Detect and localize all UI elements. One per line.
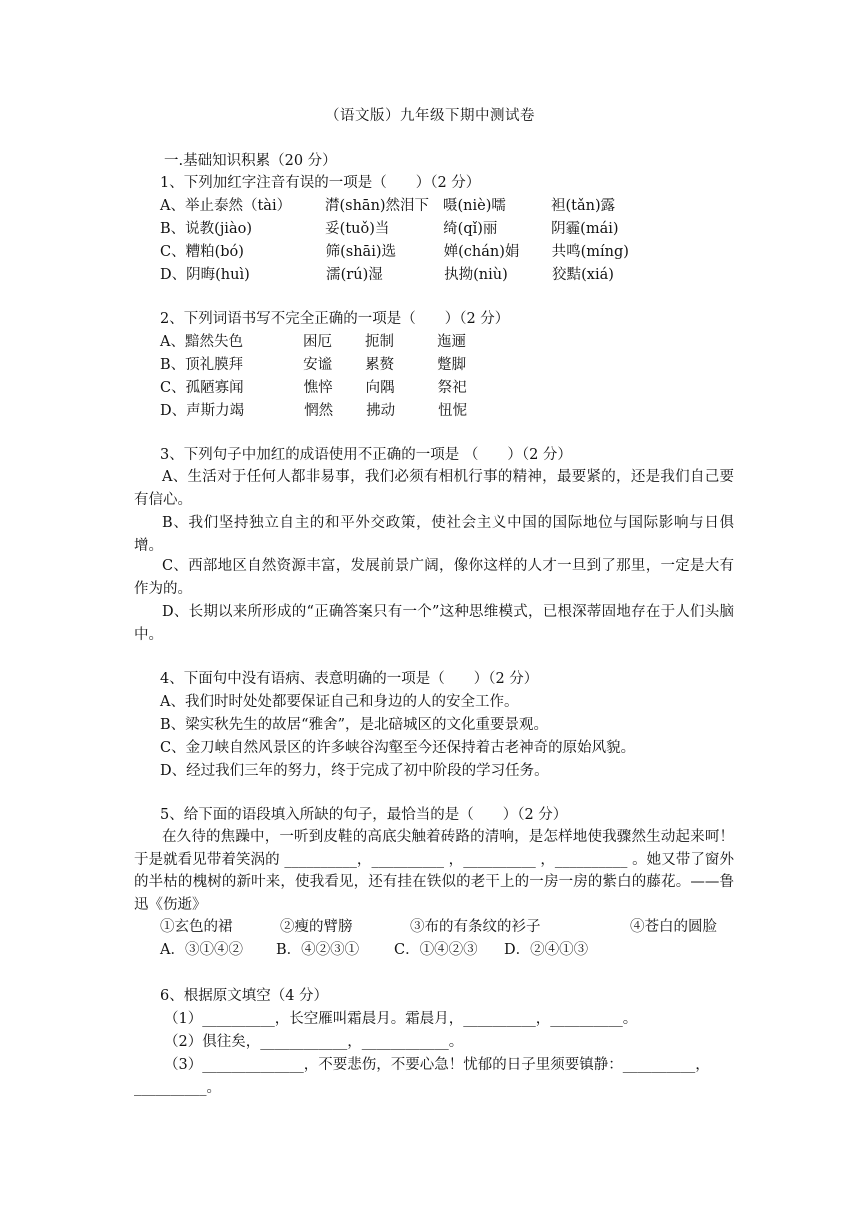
option-item: 声斯力竭 [186,403,245,419]
option-item: 困厄 [302,334,332,350]
option-item: 扼制 [364,334,394,350]
option-label: C、 [160,380,186,396]
option-label: C、 [160,244,186,260]
option-item: 祭祀 [437,380,467,396]
option-item: 糟粕(bó) [185,244,244,260]
q4-option-d: D、经过我们三年的努力，终于完成了初中阶段的学习任务。 [160,763,549,779]
option-item: 顶礼膜拜 [185,357,244,373]
q3-option-d: D、长期以来所形成的“正确答案只有一个”这种思维模式，已根深蒂固地存在于人们头脑中。 [134,604,734,643]
option-item: 迤逦 [436,334,466,350]
option-item: 狡黠(xiá) [552,267,614,283]
answer-option: A．③①④② [160,942,243,958]
option-item: 嗫(niè)嚅 [442,198,506,214]
q1-option-d [160,264,614,286]
option-label: B、 [160,221,186,237]
option-label: A、 [160,198,185,214]
option-item: 忸怩 [438,403,468,419]
section-heading: 一.基础知识积累（20 分） [164,153,337,169]
option-item: 憔悴 [303,380,333,396]
q2-option-a [160,331,466,353]
q5-passage: 在久待的焦躁中，一听到皮鞋的高底尖触着砖路的清响，是怎样地使我骤然生动起来呵！于是就看见带着笑涡的 __________，__________ ，__________ ，__________ 。她又带了窗外的半枯的槐树的新叶来，使我看见，还有挂在铁似的老干上的一房一房的紫白的藤花。——鲁迅《伤逝》 [134,829,734,913]
q6-item-1: （1）__________，长空雁叫霜晨月。霜晨月，__________，__________。 [164,1011,638,1027]
q6-item-3-continued: __________。 [134,1080,221,1096]
q1-stem: 1、下列加红字注音有误的一项是（ ）（2 分） [160,175,481,191]
q1-option-c [160,241,629,263]
choice-item: ④苍白的圆脸 [630,919,717,935]
option-label: A、 [160,334,185,350]
option-item: 拂动 [366,403,396,419]
q5-stem: 5、给下面的语段填入所缺的句子，最恰当的是（ ）（2 分） [160,807,568,823]
q2-option-d [160,400,467,422]
q3-option-a: A、生活对于任何人都非易事，我们必须有相机行事的精神，最要紧的，还是我们自己要有信心。 [134,469,734,508]
q5-choices [160,916,717,938]
q6-stem: 6、根据原文填空（4 分） [160,988,329,1004]
option-item: 执拗(niù) [444,267,508,283]
option-item: 阴晦(huì) [186,267,250,283]
option-label: D、 [160,403,187,419]
option-item: 惘然 [304,403,334,419]
q6-item-3: （3）______________，不要悲伤，不要心急！忧郁的日子里须要镇静：__________， [164,1057,710,1073]
option-item: 累赘 [365,357,395,373]
choice-item: ②瘦的臂膀 [280,919,353,935]
option-item: 阴霾(mái) [551,221,619,237]
q4-stem: 4、下面句中没有语病、表意明确的一项是（ ）（2 分） [160,671,539,687]
q4-option-b: B、梁实秋先生的故居“雅舍”，是北碚城区的文化重要景观。 [160,717,548,733]
answer-option: D．②④①③ [504,942,589,958]
q2-option-b [160,354,466,376]
option-item: 共鸣(míng) [551,244,629,260]
q6-item-2: （2）俱往矣，____________，____________。 [164,1034,464,1050]
q4-option-a: A、我们时时处处都要保证自己和身边的人的安全工作。 [160,694,519,710]
choice-item: ①玄色的裙 [160,919,233,935]
option-item: 潸(shān)然泪下 [324,198,430,214]
option-item: 安谧 [303,357,333,373]
option-label: B、 [160,357,186,373]
q2-option-c [160,377,467,399]
option-item: 妥(tuǒ)当 [325,221,390,237]
q3-stem: 3、下列句子中加红的成语使用不正确的一项是 （ ）（2 分） [160,447,572,463]
q3-option-b: B、我们坚持独立自主的和平外交政策，使社会主义中国的国际地位与国际影响与日俱增。 [134,515,734,554]
option-item: 孤陋寡闻 [185,380,244,396]
q1-option-a [160,195,615,217]
q3-option-c: C、西部地区自然资源丰富，发展前景广阔，像你这样的人才一旦到了那里，一定是大有作为的。 [134,558,734,597]
option-item: 说教(jiào) [185,221,252,237]
option-item: 黯然失色 [184,334,243,350]
option-item: 婵(chán)娟 [443,244,520,260]
q5-answers [160,939,588,961]
q4-option-c: C、金刀峡自然风景区的许多峡谷沟壑至今还保持着古老神奇的原始风貌。 [160,740,636,756]
option-label: D、 [160,267,187,283]
choice-item: ③布的有条纹的衫子 [410,919,541,935]
option-item: 袒(tǎn)露 [550,198,616,214]
q2-stem: 2、下列词语书写不完全正确的一项是（ ）（2 分） [160,311,510,327]
answer-option: C．①④②③ [394,942,478,958]
option-item: 蹩脚 [437,357,467,373]
option-item: 绮(qǐ)丽 [443,221,498,237]
option-item: 筛(shāi)选 [325,244,396,260]
option-item: 濡(rú)湿 [326,267,383,283]
q1-option-b [160,218,619,240]
answer-option: B．④②③① [276,942,360,958]
option-item: 向隅 [365,380,395,396]
page-title: （语文版）九年级下期中测试卷 [325,108,535,124]
option-item: 举止泰然（tài） [184,198,292,214]
